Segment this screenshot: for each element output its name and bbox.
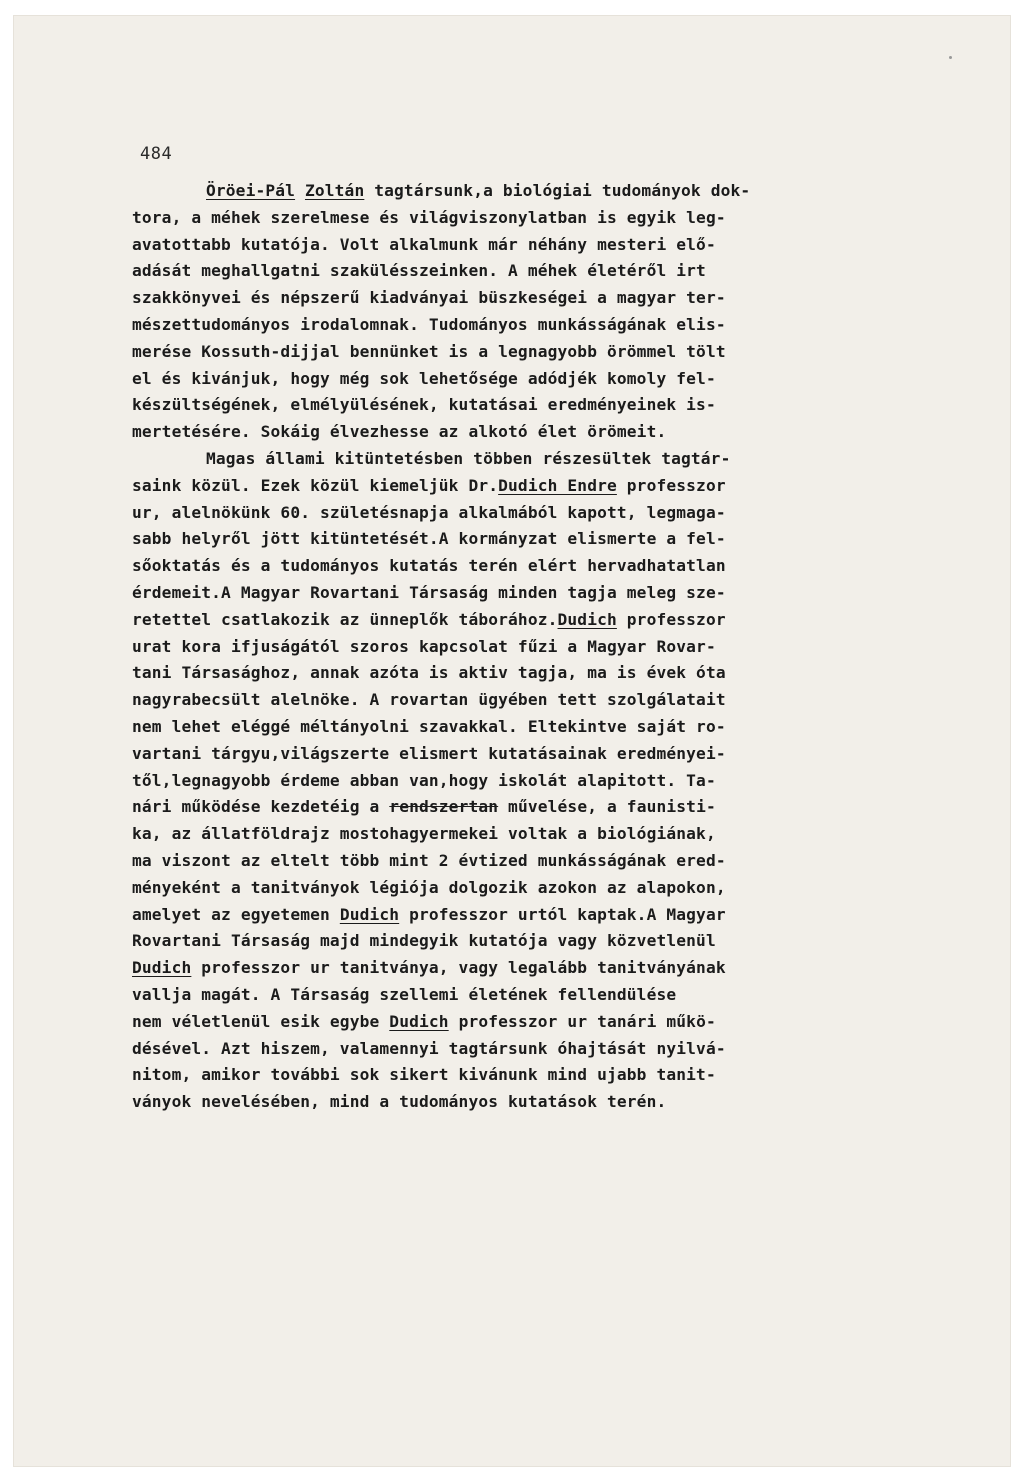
- text-line: [132, 821, 972, 848]
- text-segment: nitom, amikor további sok sikert kivánunk mind ujabb tanit-: [132, 1065, 716, 1085]
- text-segment: désével. Azt hiszem, valamennyi tagtársunk óhajtását nyilvá-: [132, 1038, 726, 1058]
- text-line: [132, 312, 972, 339]
- text-segment: nári működése kezdetéig a: [132, 797, 390, 817]
- text-segment: adását meghallgatni szakülésszeinken. A méhek életéről irt: [132, 261, 706, 281]
- document-page: [14, 16, 1010, 1466]
- text-line: [132, 366, 972, 393]
- text-segment: professzor ur tanári műkö-: [448, 1011, 716, 1031]
- text-segment: művelése, a faunisti-: [498, 797, 716, 817]
- text-segment: professzor: [616, 609, 726, 629]
- underlined-name: Dudich: [557, 609, 617, 629]
- text-segment: saink közül. Ezek közül kiemeljük Dr.: [132, 475, 499, 495]
- text-segment: mészettudományos irodalomnak. Tudományos munkásságának elis-: [132, 314, 726, 334]
- text-line: [132, 339, 972, 366]
- text-line: [132, 553, 972, 580]
- text-segment: ványok nevelésében, mind a tudományos kutatások terén.: [132, 1092, 667, 1112]
- text-segment: sabb helyről jött kitüntetését.A kormányzat elismerte a fel-: [132, 529, 726, 549]
- text-line: [132, 473, 972, 500]
- text-segment: ur, alelnökünk 60. születésnapja alkalmából kapott, legmaga-: [132, 502, 726, 522]
- text-line: [132, 580, 972, 607]
- text-segment: Magas állami kitüntetésben többen részesültek tagtár-: [206, 448, 731, 468]
- text-segment: el és kivánjuk, hogy még sok lehetősége adódjék komoly fel-: [132, 368, 716, 388]
- text-segment: urat kora ifjuságától szoros kapcsolat fűzi a Magyar Rovar-: [132, 636, 716, 656]
- text-segment: retettel csatlakozik az ünneplők táborához.: [132, 609, 558, 629]
- underlined-name: Zoltán: [304, 181, 365, 200]
- text-line: [132, 955, 972, 982]
- text-line: [132, 1089, 972, 1116]
- text-segment: professzor urtól kaptak.A Magyar: [399, 904, 726, 924]
- page-number: 484: [140, 144, 173, 164]
- text-segment: vallja magát. A Társaság szellemi életének fellendülése: [132, 984, 677, 1004]
- text-line: [132, 258, 972, 285]
- text-segment: készültségének, elmélyülésének, kutatásai eredményeinek is-: [132, 395, 716, 415]
- text-line: [132, 982, 972, 1009]
- text-segment: mertetésére. Sokáig élvezhesse az alkotó élet örömeit.: [132, 422, 667, 442]
- text-segment: től,legnagyobb érdeme abban van,hogy iskolát alapitott. Ta-: [132, 770, 716, 790]
- text-line: [132, 741, 972, 768]
- underlined-name: Dudich: [339, 904, 400, 924]
- underlined-name: Öröei-Pál: [206, 181, 296, 200]
- text-segment: Rovartani Társaság majd mindegyik kutatója vagy közvetlenül: [132, 931, 716, 951]
- text-segment: sőoktatás és a tudományos kutatás terén elért hervadhatatlan: [132, 556, 726, 576]
- text-line: [132, 660, 972, 687]
- text-segment: ka, az állatföldrajz mostohagyermekei voltak a biológiának,: [132, 824, 716, 844]
- text-line: [132, 607, 972, 634]
- underlined-name: Dudich Endre: [498, 475, 617, 495]
- text-segment: ma viszont az eltelt több mint 2 évtized munkásságának ered-: [132, 850, 726, 870]
- text-line: [132, 1036, 972, 1063]
- text-line: [132, 902, 972, 929]
- scan-dot: [949, 56, 952, 59]
- text-line: [132, 687, 972, 714]
- text-line: [132, 768, 972, 795]
- text-segment: amelyet az egyetemen: [132, 904, 340, 924]
- text-line: [132, 1009, 972, 1036]
- text-line: [132, 634, 972, 661]
- text-segment: professzor: [616, 475, 726, 495]
- text-segment: nem véletlenül esik egybe: [132, 1011, 390, 1031]
- text-segment: vartani tárgyu,világszerte elismert kutatásainak eredményei-: [132, 743, 726, 763]
- text-segment: tora, a méhek szerelmese és világviszonylatban is egyik leg-: [132, 207, 726, 227]
- text-line: [132, 232, 972, 259]
- text-segment: szakkönyvei és népszerű kiadványai büszkeségei a magyar ter-: [132, 288, 726, 308]
- text-line: [132, 526, 972, 553]
- text-line: [132, 714, 972, 741]
- text-segment: nem lehet eléggé méltányolni szavakkal. Eltekintve saját ro-: [132, 716, 726, 736]
- text-line: [132, 875, 972, 902]
- text-line: [132, 1062, 972, 1089]
- text-line: [132, 446, 972, 473]
- text-segment: ményeként a tanitványok légiója dolgozik azokon az alapokon,: [132, 877, 726, 897]
- underlined-name: Dudich: [132, 958, 192, 978]
- text-segment: tagtársunk,a biológiai tudományok dok-: [364, 181, 751, 200]
- text-segment: tani Társasághoz, annak azóta is aktiv tagja, ma is évek óta: [132, 663, 726, 683]
- text-segment: [295, 181, 305, 200]
- struck-word: rendszertan: [389, 797, 499, 817]
- text-line: [132, 419, 972, 446]
- text-line: [132, 848, 972, 875]
- text-segment: merése Kossuth-dijjal bennünket is a legnagyobb örömmel tölt: [132, 341, 726, 361]
- text-line: [132, 500, 972, 527]
- text-line: [132, 178, 972, 205]
- underlined-name: Dudich: [389, 1011, 449, 1031]
- text-line: [132, 928, 972, 955]
- text-line: [132, 285, 972, 312]
- text-segment: nagyrabecsült alelnöke. A rovartan ügyében tett szolgálatait: [132, 690, 726, 710]
- text-segment: professzor ur tanitványa, vagy legalább tanitványának: [191, 958, 726, 978]
- text-segment: avatottabb kutatója. Volt alkalmunk már néhány mesteri elő-: [132, 234, 716, 254]
- text-line: [132, 392, 972, 419]
- body-text: [132, 178, 972, 1116]
- text-line: [132, 794, 972, 821]
- text-segment: érdemeit.A Magyar Rovartani Társaság minden tagja meleg sze-: [132, 582, 726, 602]
- text-line: [132, 205, 972, 232]
